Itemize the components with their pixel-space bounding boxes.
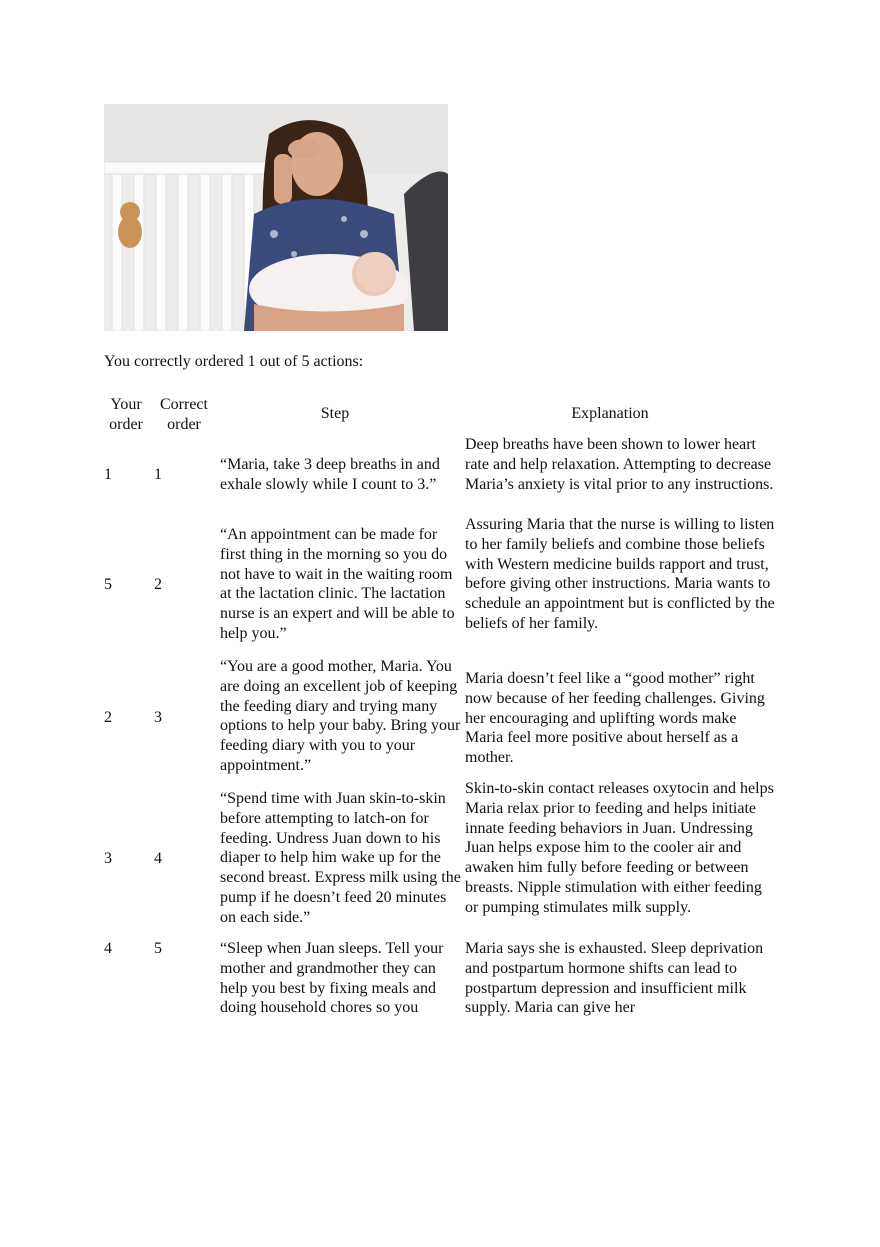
header-your-order: Your order	[109, 396, 143, 433]
your-order-cell: 5	[104, 576, 112, 594]
result-summary: You correctly ordered 1 out of 5 actions:	[104, 353, 364, 370]
step-cell: “Sleep when Juan sleeps. Tell your mother and grandmother they can help you best by fixing meals and doing household chores so you	[220, 940, 444, 1017]
table-row	[104, 657, 784, 779]
table-header	[104, 395, 784, 435]
header-correct-order: Correct order	[160, 396, 208, 433]
correct-order-cell: 3	[154, 709, 162, 727]
header-step: Step	[320, 405, 350, 422]
step-cell: “You are a good mother, Maria. You are doing an excellent job of keeping the feeding diary and trying many options to help your baby. Bring your feeding diary with you to your appointment.”	[220, 658, 461, 774]
correct-order-cell: 4	[154, 850, 162, 868]
your-order-cell: 3	[104, 850, 112, 868]
table-row	[104, 779, 784, 939]
explanation-cell: Maria says she is exhausted. Sleep deprivation and postpartum hormone shifts can lead to postpartum depression and insufficient milk supply. Maria can give her	[465, 940, 764, 1017]
explanation-cell: Skin-to-skin contact releases oxytocin and helps Maria relax prior to feeding and helps initiate innate feeding behaviors in Juan. Undressing Juan helps expose him to the cooler air and awaken him fully before feeding or between breasts. Nipple stimulation with either feeding or pumping stimulates milk supply.	[465, 780, 774, 916]
explanation-cell: Maria doesn’t feel like a “good mother” right now because of her feeding challenges. Giving her encouraging and uplifting words make Maria feel more positive about herself as a mother.	[465, 670, 765, 767]
explanation-cell: Deep breaths have been shown to lower heart rate and help relaxation. Attempting to decrease Maria’s anxiety is vital prior to any instructions.	[465, 436, 774, 493]
correct-order-cell: 2	[154, 576, 162, 594]
step-cell: “Maria, take 3 deep breaths in and exhale slowly while I count to 3.”	[220, 456, 440, 493]
explanation-cell: Assuring Maria that the nurse is willing to listen to her family beliefs and combine those beliefs with Western medicine builds rapport and trust, before giving other instructions. Maria wants to schedule an appointment but is conflicted by the beliefs of her family.	[465, 516, 775, 632]
your-order-cell: 2	[104, 709, 112, 727]
step-cell: “Spend time with Juan skin-to-skin before attempting to latch-on for feeding. Undress Juan down to his diaper to help him wake up for the second breast. Express milk using the pump if he doesn’t feed 20 minutes on each side.”	[220, 790, 461, 926]
mother-with-baby-photo	[104, 104, 448, 331]
correct-order-cell: 1	[154, 466, 162, 484]
table-row	[104, 435, 784, 515]
step-cell: “An appointment can be made for first thing in the morning so you do not have to wait in the waiting room at the lactation clinic. The lactation nurse is an expert and will be able to help you.”	[220, 526, 455, 642]
your-order-cell: 1	[104, 466, 112, 484]
photo-illustration	[104, 104, 448, 331]
your-order-cell: 4	[104, 940, 112, 957]
table-row	[104, 515, 784, 655]
correct-order-cell: 5	[154, 940, 162, 957]
table-row	[104, 939, 784, 1021]
header-explanation: Explanation	[571, 405, 649, 422]
